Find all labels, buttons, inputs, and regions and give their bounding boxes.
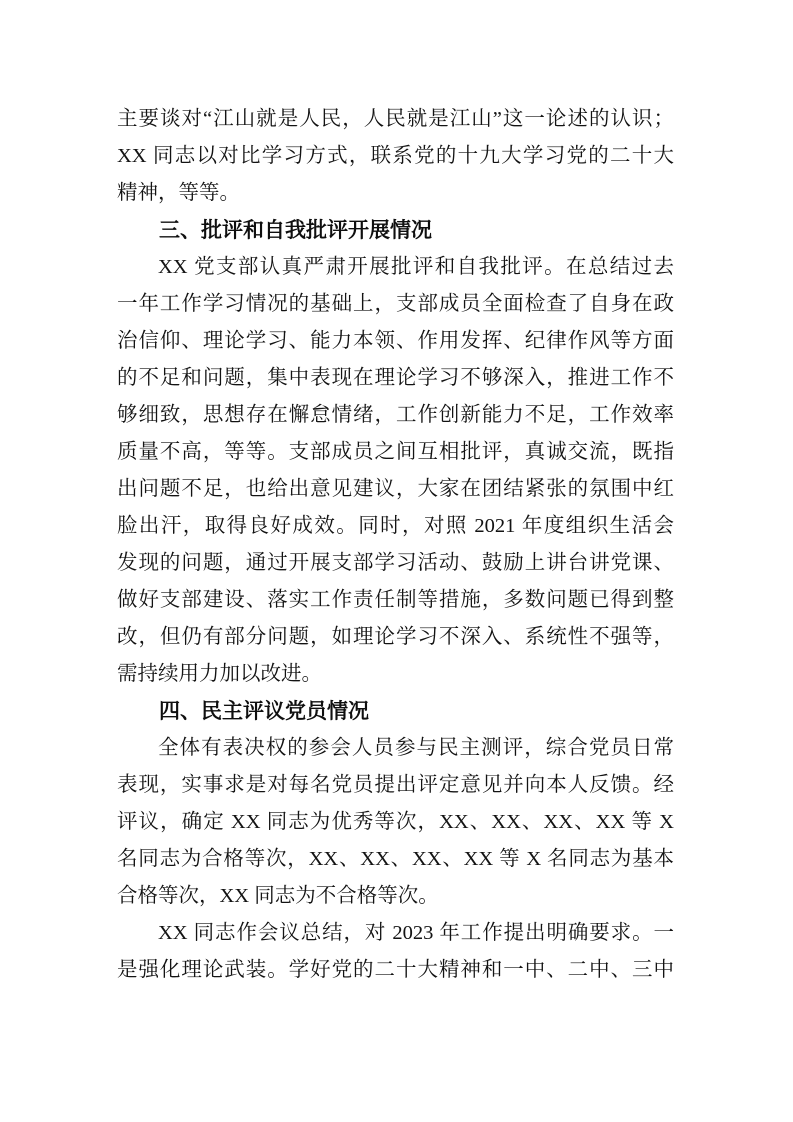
body-line: XX 同志以对比学习方式，联系党的十九大学习党的二十大 xyxy=(117,145,674,167)
body-line: 评议，确定 XX 同志为优秀等次，XX、XX、XX、XX 等 X xyxy=(117,811,674,833)
body-line: 主要谈对“江山就是人民，人民就是江山”这一论述的认识； xyxy=(117,108,674,130)
body-line: 改，但仍有部分问题，如理论学习不深入、系统性不强等， xyxy=(117,626,674,648)
body-line: 合格等次，XX 同志为不合格等次。 xyxy=(117,885,439,907)
body-line: 的不足和问题，集中表现在理论学习不够深入，推进工作不 xyxy=(117,367,674,389)
paragraph-start-line: XX 党支部认真严肃开展批评和自我批评。在总结过去 xyxy=(158,256,674,278)
body-line: 治信仰、理论学习、能力本领、作用发挥、纪律作风等方面 xyxy=(117,330,674,352)
body-line: 是强化理论武装。学好党的二十大精神和一中、二中、三中 xyxy=(117,959,674,981)
body-line: 一年工作学习情况的基础上，支部成员全面检查了自身在政 xyxy=(117,293,674,315)
paragraph-start-line: 全体有表决权的参会人员参与民主测评，综合党员日常 xyxy=(158,737,674,759)
section-heading-criticism: 三、批评和自我批评开展情况 xyxy=(159,218,432,242)
body-line: 精神，等等。 xyxy=(117,182,240,204)
section-heading-evaluation: 四、民主评议党员情况 xyxy=(159,699,369,723)
body-line: 需持续用力加以改进。 xyxy=(117,663,322,685)
body-line: 出问题不足，也给出意见建议，大家在团结紧张的氛围中红 xyxy=(117,478,674,500)
body-line: 做好支部建设、落实工作责任制等措施，多数问题已得到整 xyxy=(117,589,674,611)
body-line: 质量不高，等等。支部成员之间互相批评，真诚交流，既指 xyxy=(117,441,674,463)
body-line: 脸出汗，取得良好成效。同时，对照 2021 年度组织生活会 xyxy=(117,515,674,537)
body-line: 名同志为合格等次，XX、XX、XX、XX 等 X 名同志为基本 xyxy=(117,848,674,870)
body-line: 发现的问题，通过开展支部学习活动、鼓励上讲台讲党课、 xyxy=(117,552,674,574)
paragraph-start-line: XX 同志作会议总结，对 2023 年工作提出明确要求。一 xyxy=(158,922,674,944)
document-text-column xyxy=(117,101,674,989)
body-line: 够细致，思想存在懈怠情绪，工作创新能力不足，工作效率 xyxy=(117,404,674,426)
body-line: 表现，实事求是对每名党员提出评定意见并向本人反馈。经 xyxy=(117,774,674,796)
